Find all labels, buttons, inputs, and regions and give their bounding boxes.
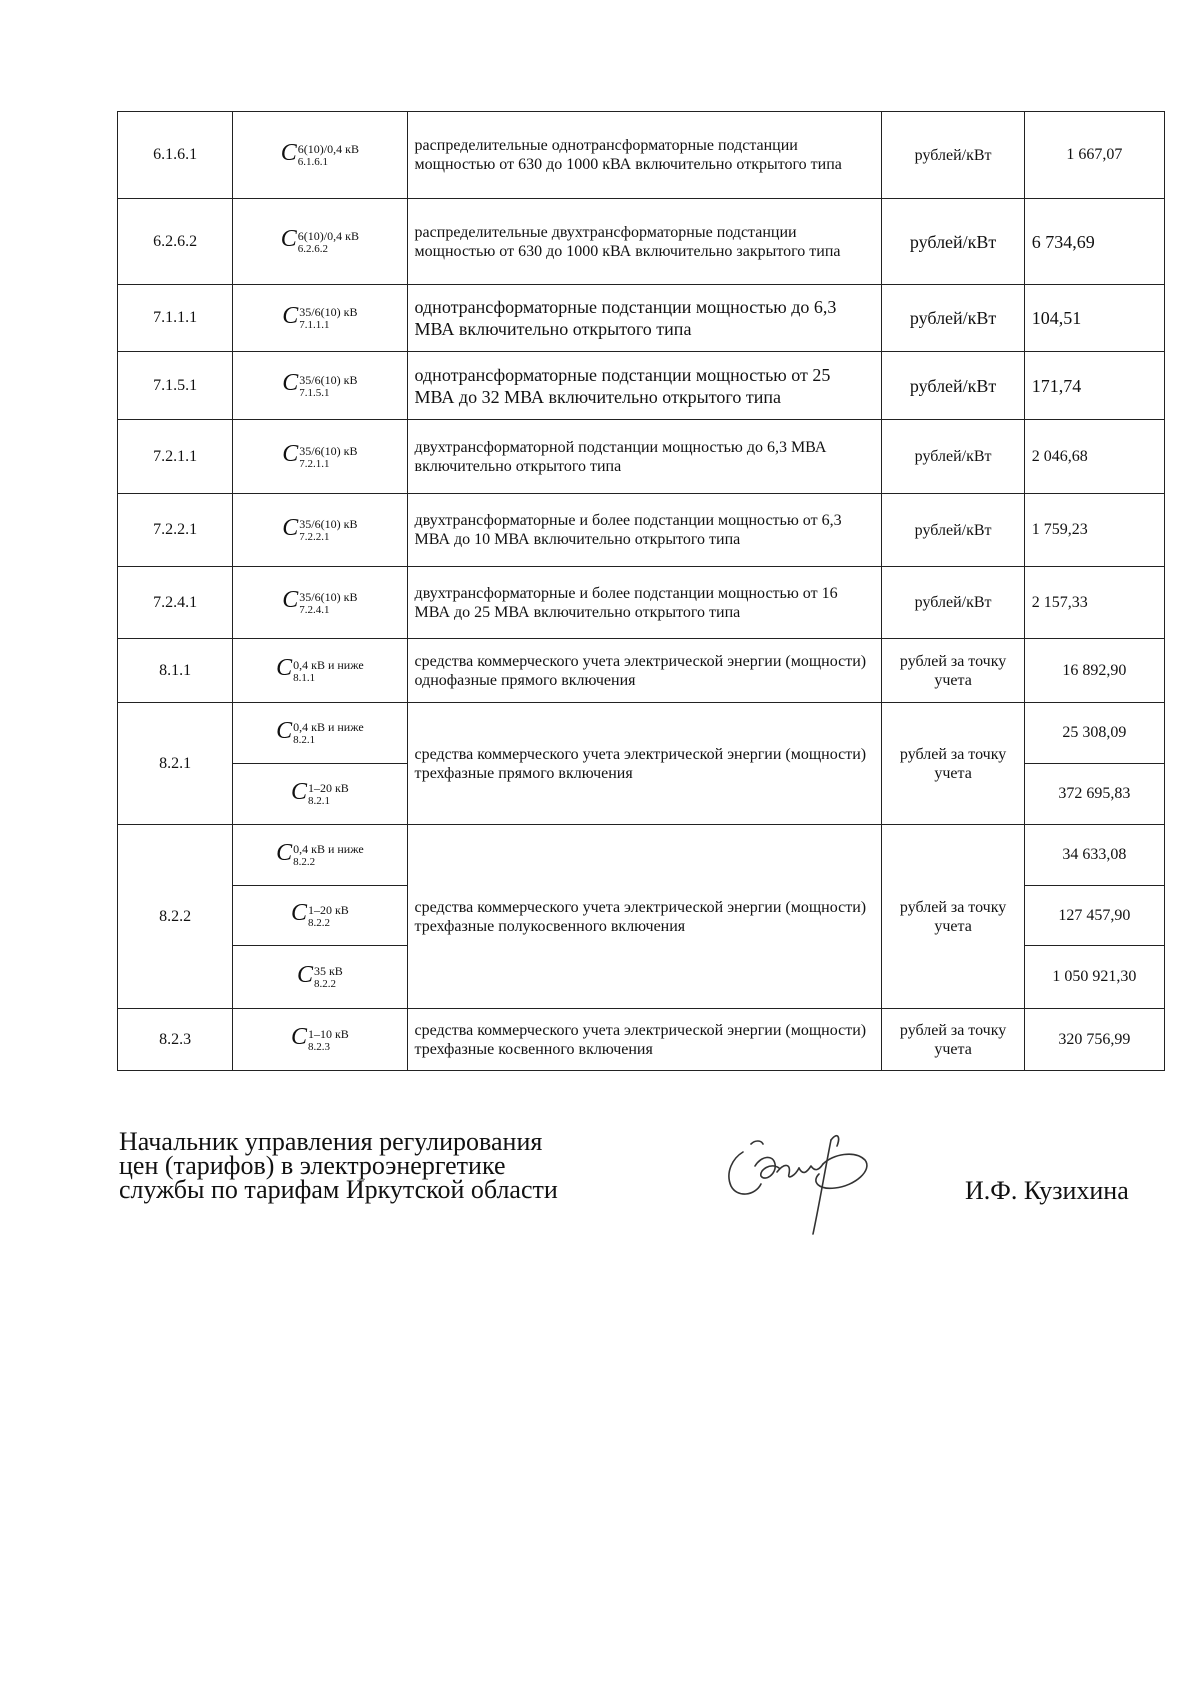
rate-symbol: C 1–20 кВ 8.2.1 — [233, 764, 407, 825]
table-row — [118, 1009, 1165, 1071]
row-description: распределительные двухтрансформаторные подстанции мощностью от 630 до 1000 кВА включительно закрытого типа — [407, 199, 882, 285]
table-row — [118, 567, 1165, 639]
row-value: 1 050 921,30 — [1024, 946, 1164, 1009]
row-unit: рублей/кВт — [882, 285, 1024, 352]
row-description: двухтрансформаторные и более подстанции мощностью от 16 МВА до 25 МВА включительно открытого типа — [407, 567, 882, 639]
row-code: 8.2.1 — [118, 703, 233, 825]
row-code: 7.2.4.1 — [118, 567, 233, 639]
row-value: 16 892,90 — [1024, 639, 1164, 703]
row-code: 7.2.2.1 — [118, 494, 233, 567]
table-row — [118, 420, 1165, 494]
table-row — [118, 639, 1165, 703]
row-value: 25 308,09 — [1024, 703, 1164, 764]
row-unit: рублей/кВт — [882, 420, 1024, 494]
row-value: 1 759,23 — [1024, 494, 1164, 567]
table-row — [118, 199, 1165, 285]
row-value: 2 046,68 — [1024, 420, 1164, 494]
signatory-name: И.Ф. Кузихина — [965, 1176, 1129, 1205]
tariff-table — [117, 111, 1165, 1071]
rate-symbol: C 0,4 кВ и ниже 8.1.1 — [233, 639, 407, 703]
row-value: 1 667,07 — [1024, 112, 1164, 199]
rate-symbol: C 0,4 кВ и ниже 8.2.2 — [233, 825, 407, 886]
row-unit: рублей/кВт — [882, 112, 1024, 199]
row-unit: рублей за точку учета — [882, 703, 1024, 825]
row-code: 7.1.1.1 — [118, 285, 233, 352]
row-unit: рублей за точку учета — [882, 825, 1024, 1009]
rate-symbol: C 35/6(10) кВ 7.2.4.1 — [233, 567, 407, 639]
row-value: 34 633,08 — [1024, 825, 1164, 886]
row-code: 8.1.1 — [118, 639, 233, 703]
row-description: средства коммерческого учета электрической энергии (мощности) однофазные прямого включения — [407, 639, 882, 703]
row-code: 7.2.1.1 — [118, 420, 233, 494]
row-description: средства коммерческого учета электрической энергии (мощности) трехфазные полукосвенного включения — [407, 825, 882, 1009]
rate-symbol: C 35 кВ 8.2.2 — [233, 946, 407, 1009]
rate-symbol: C 1–10 кВ 8.2.3 — [233, 1009, 407, 1071]
table-row — [118, 285, 1165, 352]
row-unit: рублей/кВт — [882, 352, 1024, 420]
rate-symbol: C 35/6(10) кВ 7.1.5.1 — [233, 352, 407, 420]
row-unit: рублей/кВт — [882, 567, 1024, 639]
row-unit: рублей/кВт — [882, 494, 1024, 567]
rate-symbol: C 1–20 кВ 8.2.2 — [233, 886, 407, 946]
signatory-title-line: цен (тарифов) в электроэнергетике — [119, 1151, 506, 1180]
rate-symbol: C 6(10)/0,4 кВ 6.2.6.2 — [233, 199, 407, 285]
row-unit: рублей за точку учета — [882, 1009, 1024, 1071]
row-value: 104,51 — [1024, 285, 1164, 352]
row-unit: рублей за точку учета — [882, 639, 1024, 703]
row-description: двухтрансформаторной подстанции мощностью до 6,3 МВА включительно открытого типа — [407, 420, 882, 494]
row-unit: рублей/кВт — [882, 199, 1024, 285]
row-value: 6 734,69 — [1024, 199, 1164, 285]
rate-symbol: C 35/6(10) кВ 7.2.2.1 — [233, 494, 407, 567]
table-row — [118, 112, 1165, 199]
row-code: 8.2.2 — [118, 825, 233, 1009]
table-row — [118, 352, 1165, 420]
table-row — [118, 703, 1165, 764]
row-description: распределительные однотрансформаторные подстанции мощностью от 630 до 1000 кВА включительно открытого типа — [407, 112, 882, 199]
row-code: 6.1.6.1 — [118, 112, 233, 199]
row-description: двухтрансформаторные и более подстанции мощностью от 6,3 МВА до 10 МВА включительно открытого типа — [407, 494, 882, 567]
row-description: однотрансформаторные подстанции мощностью от 25 МВА до 32 МВА включительно открытого типа — [407, 352, 882, 420]
table-row — [118, 494, 1165, 567]
row-description: средства коммерческого учета электрической энергии (мощности) трехфазные прямого включения — [407, 703, 882, 825]
handwritten-signature — [715, 1110, 895, 1240]
row-value: 171,74 — [1024, 352, 1164, 420]
row-description: средства коммерческого учета электрической энергии (мощности) трехфазные косвенного включения — [407, 1009, 882, 1071]
row-code: 7.1.5.1 — [118, 352, 233, 420]
row-value: 320 756,99 — [1024, 1009, 1164, 1071]
row-value: 127 457,90 — [1024, 886, 1164, 946]
signatory-title — [119, 1127, 558, 1204]
signatory-title-line: Начальник управления регулирования — [119, 1127, 543, 1156]
row-value: 2 157,33 — [1024, 567, 1164, 639]
rate-symbol: C 35/6(10) кВ 7.1.1.1 — [233, 285, 407, 352]
rate-symbol: C 0,4 кВ и ниже 8.2.1 — [233, 703, 407, 764]
row-description: однотрансформаторные подстанции мощностью до 6,3 МВА включительно открытого типа — [407, 285, 882, 352]
table-row — [118, 825, 1165, 886]
rate-symbol: C 6(10)/0,4 кВ 6.1.6.1 — [233, 112, 407, 199]
signatory-title-line: службы по тарифам Иркутской области — [119, 1175, 558, 1204]
rate-symbol: C 35/6(10) кВ 7.2.1.1 — [233, 420, 407, 494]
row-code: 8.2.3 — [118, 1009, 233, 1071]
row-code: 6.2.6.2 — [118, 199, 233, 285]
row-value: 372 695,83 — [1024, 764, 1164, 825]
